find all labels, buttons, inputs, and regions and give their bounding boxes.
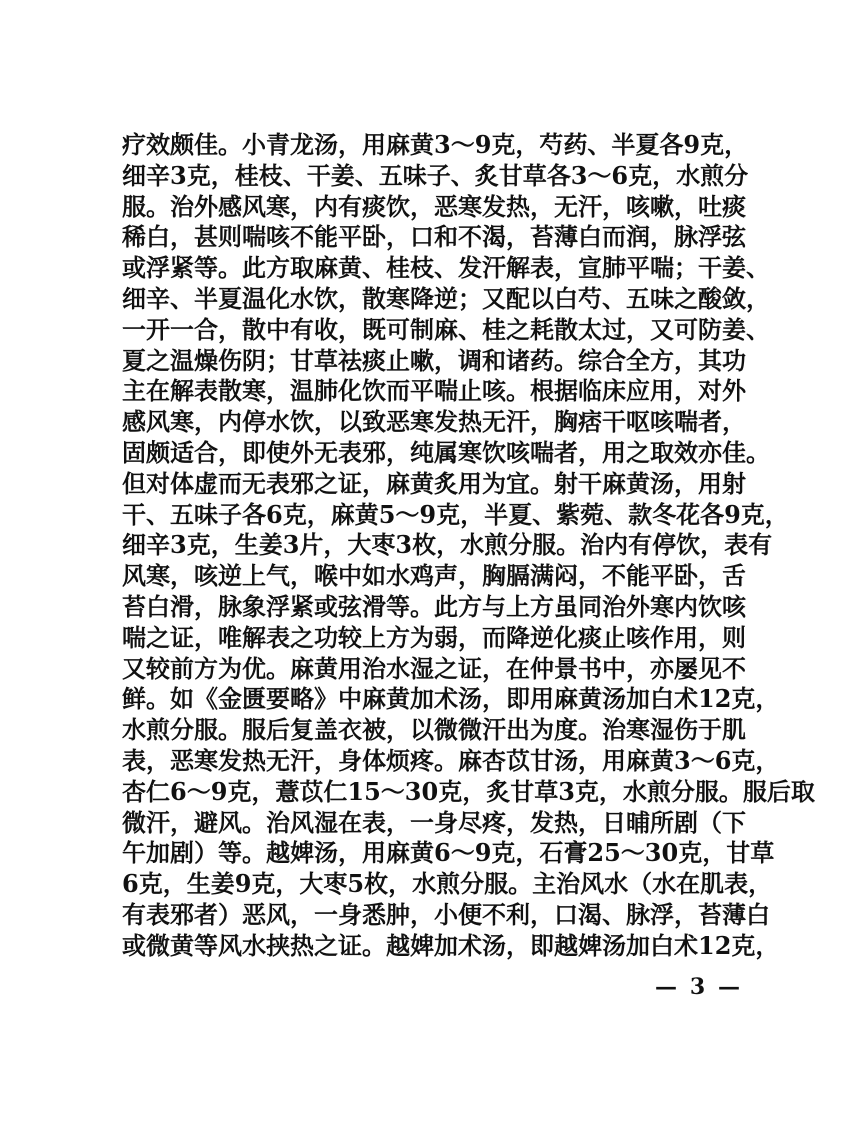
text-line: 干、五味子各6克，麻黄5～9克，半夏、紫菀、款冬花各9克， <box>122 499 789 529</box>
text-line: 感风寒，内停水饮，以致恶寒发热无汗，胸痞干呕咳喘者， <box>122 407 746 437</box>
text-line: 有表邪者）恶风，一身悉肿，小便不利，口渴、脉浮，苔薄白 <box>122 899 770 929</box>
text-line: 主在解表散寒，温肺化饮而平喘止咳。根据临床应用，对外 <box>122 376 746 406</box>
text-line: 又较前方为优。麻黄用治水湿之证，在仲景书中，亦屡见不 <box>122 653 746 683</box>
body-text <box>122 130 815 962</box>
text-line: 但对体虚而无表邪之证，麻黄炙用为宜。射干麻黄汤，用射 <box>122 468 746 498</box>
page-number: — 3 — <box>655 974 740 1000</box>
text-line: 鲜。如《金匮要略》中麻黄加术汤，即用麻黄汤加白术12克， <box>122 684 780 714</box>
text-line: 一开一合，散中有收，既可制麻、桂之耗散太过，又可防姜、 <box>122 314 770 344</box>
text-line: 细辛、半夏温化水饮，散寒降逆；又配以白芍、五味之酸敛， <box>122 283 770 313</box>
text-line: 风寒，咳逆上气，喉中如水鸡声，胸膈满闷，不能平卧，舌 <box>122 561 746 591</box>
text-line: 固颇适合，即使外无表邪，纯属寒饮咳喘者，用之取效亦佳。 <box>122 437 770 467</box>
text-line: 水煎分服。服后复盖衣被，以微微汗出为度。治寒湿伤于肌 <box>122 715 746 745</box>
text-line: 午加剧）等。越婢汤，用麻黄6～9克，石膏25～30克，甘草 <box>122 838 775 868</box>
text-line: 细辛3克，桂枝、干姜、五味子、炙甘草各3～6克，水煎分 <box>122 160 749 190</box>
text-line: 微汗，避风。治风湿在表，一身尽疼，发热，日晡所剧（下 <box>122 807 746 837</box>
text-line: 喘之证，唯解表之功较上方为弱，而降逆化痰止咳作用，则 <box>122 622 746 652</box>
text-line: 或浮紧等。此方取麻黄、桂枝、发汗解表，宣肺平喘；干姜、 <box>122 253 770 283</box>
text-line: 或微黄等风水挟热之证。越婢加术汤，即越婢汤加白术12克， <box>122 930 780 960</box>
text-line: 稀白，甚则喘咳不能平卧，口和不渴，苔薄白而润，脉浮弦 <box>122 222 746 252</box>
text-line: 疗效颇佳。小青龙汤，用麻黄3～9克，芍药、半夏各9克， <box>122 130 749 159</box>
text-line: 服。治外感风寒，内有痰饮，恶寒发热，无汗，咳嗽，吐痰 <box>122 191 746 221</box>
text-line: 夏之温燥伤阴；甘草祛痰止嗽，调和诸药。综合全方，其功 <box>122 345 746 375</box>
text-line: 杏仁6～9克，薏苡仁15～30克，炙甘草3克，水煎分服。服后取 <box>122 776 815 806</box>
text-line: 苔白滑，脉象浮紧或弦滑等。此方与上方虽同治外寒内饮咳 <box>122 591 746 621</box>
text-line: 细辛3克，生姜3片，大枣3枚，水煎分服。治内有停饮，表有 <box>122 530 773 560</box>
text-line: 表，恶寒发热无汗，身体烦疼。麻杏苡甘汤，用麻黄3～6克， <box>122 745 780 775</box>
text-line: 6克，生姜9克，大枣5枚，水煎分服。主治风水（水在肌表， <box>122 869 773 899</box>
